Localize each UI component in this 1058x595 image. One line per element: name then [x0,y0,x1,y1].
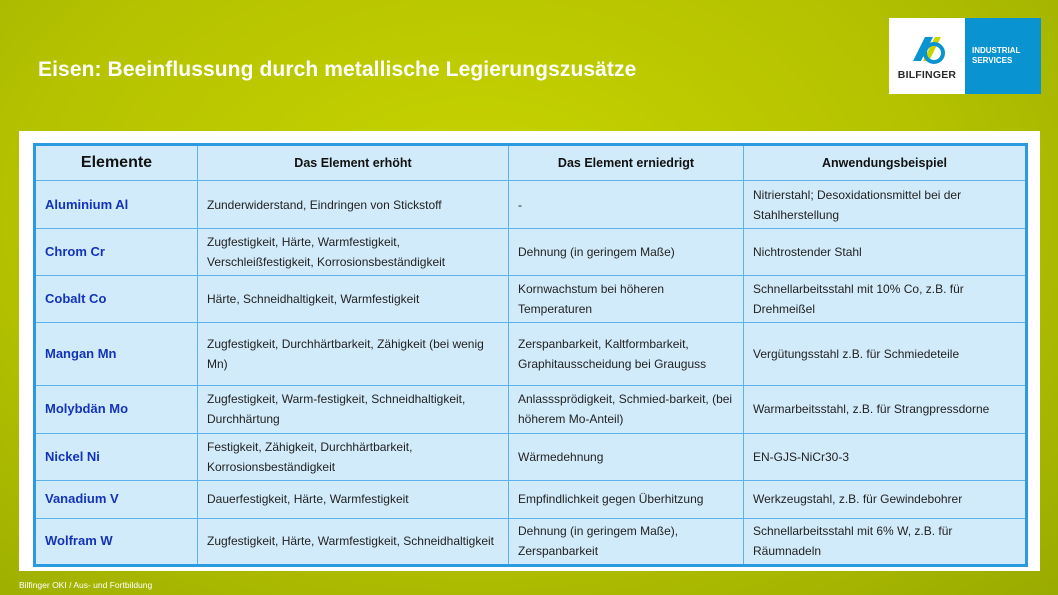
element-cell: Cobalt Co [35,276,198,323]
element-cell: Wolfram W [35,518,198,565]
logo-tagline-line2: SERVICES [972,56,1013,65]
example-cell: Warmarbeitsstahl, z.B. für Strangpressdorne [744,385,1027,433]
example-cell: Schnellarbeitsstahl mit 6% W, z.B. für Räumnadeln [744,518,1027,565]
alloy-table [33,143,1028,567]
bilfinger-logo [889,18,1041,94]
increases-cell: Zugfestigkeit, Warm-festigkeit, Schneidhaltigkeit, Durchhärtung [198,385,509,433]
example-cell: Nichtrostender Stahl [744,229,1027,276]
decreases-cell: Dehnung (in geringem Maße) [509,229,744,276]
table-row [35,480,1027,518]
decreases-cell: Zerspanbarkeit, Kaltformbarkeit, Graphitausscheidung bei Grauguss [509,323,744,385]
increases-cell: Zunderwiderstand, Eindringen von Stickstoff [198,181,509,229]
logo-tagline-line1: INDUSTRIAL [972,46,1021,55]
example-cell: Werkzeugstahl, z.B. für Gewindebohrer [744,480,1027,518]
logo-wordmark: BILFINGER [897,69,957,81]
example-cell: Vergütungsstahl z.B. für Schmiedeteile [744,323,1027,385]
example-cell: Schnellarbeitsstahl mit 10% Co, z.B. für Drehmeißel [744,276,1027,323]
element-cell: Chrom Cr [35,229,198,276]
decreases-cell: Anlasssprödigkeit, Schmied-barkeit, (bei höherem Mo-Anteil) [509,385,744,433]
footer-text: Bilfinger OKI / Aus- und Fortbildung [19,580,153,590]
element-cell: Aluminium Al [35,181,198,229]
header-erhoeht: Das Element erhöht [198,145,509,181]
increases-cell: Zugfestigkeit, Durchhärtbarkeit, Zähigkeit (bei wenig Mn) [198,323,509,385]
table-row [35,323,1027,385]
table-row [35,385,1027,433]
bilfinger-mark-icon [907,31,947,67]
increases-cell: Dauerfestigkeit, Härte, Warmfestigkeit [198,480,509,518]
slide-title: Eisen: Beeinflussung durch metallische Legierungszusätze [38,58,637,81]
decreases-cell: - [509,181,744,229]
table-header-row [35,145,1027,181]
table-row [35,518,1027,565]
table-panel [19,131,1040,571]
increases-cell: Festigkeit, Zähigkeit, Durchhärtbarkeit, Korrosionsbeständigkeit [198,433,509,480]
decreases-cell: Wärmedehnung [509,433,744,480]
logo-tagline-box [965,18,1041,94]
increases-cell: Zugfestigkeit, Härte, Warmfestigkeit, Verschleißfestigkeit, Korrosionsbeständigkeit [198,229,509,276]
table-row [35,276,1027,323]
increases-cell: Zugfestigkeit, Härte, Warmfestigkeit, Schneidhaltigkeit [198,518,509,565]
element-cell: Vanadium V [35,480,198,518]
example-cell: EN-GJS-NiCr30-3 [744,433,1027,480]
logo-mark-box [889,18,965,94]
header-elemente: Elemente [35,145,198,181]
table-row [35,433,1027,480]
header-anwendung: Anwendungsbeispiel [744,145,1027,181]
element-cell: Molybdän Mo [35,385,198,433]
decreases-cell: Kornwachstum bei höheren Temperaturen [509,276,744,323]
table-row [35,181,1027,229]
decreases-cell: Empfindlichkeit gegen Überhitzung [509,480,744,518]
header-erniedrigt: Das Element erniedrigt [509,145,744,181]
decreases-cell: Dehnung (in geringem Maße), Zerspanbarkeit [509,518,744,565]
element-cell: Mangan Mn [35,323,198,385]
element-cell: Nickel Ni [35,433,198,480]
table-row [35,229,1027,276]
example-cell: Nitrierstahl; Desoxidationsmittel bei der Stahlherstellung [744,181,1027,229]
increases-cell: Härte, Schneidhaltigkeit, Warmfestigkeit [198,276,509,323]
